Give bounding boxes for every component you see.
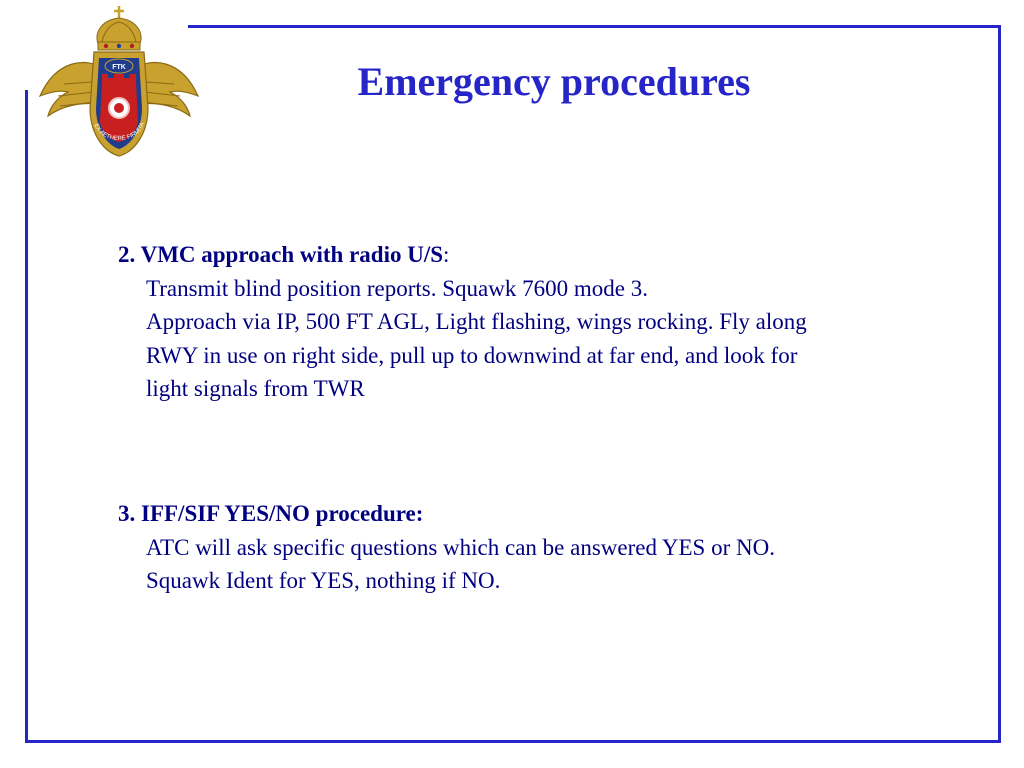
body-line: Squawk Ident for YES, nothing if NO. bbox=[146, 568, 501, 593]
frame-left-line bbox=[25, 90, 28, 743]
section-heading-colon: : bbox=[443, 242, 450, 267]
svg-text:FTK: FTK bbox=[112, 64, 126, 71]
frame-right-line bbox=[998, 25, 1001, 743]
frame-top-line bbox=[188, 25, 1001, 28]
svg-text:EX AETHERE FIRMITAS: EX AETHERE FIRMITA bbox=[92, 121, 146, 143]
section-vmc-approach bbox=[118, 238, 978, 406]
body-line: Approach via IP, 500 FT AGL, Light flashing, wings rocking. Fly along bbox=[146, 309, 807, 334]
section-heading-line bbox=[118, 238, 978, 272]
body-line: light signals from TWR bbox=[146, 376, 365, 401]
section-heading: 2. VMC approach with radio U/S bbox=[118, 242, 444, 267]
body-line: RWY in use on right side, pull up to downwind at far end, and look for bbox=[146, 342, 798, 368]
body-line: ATC will ask specific questions which can be answered YES or NO. bbox=[146, 534, 775, 560]
section-heading: 3. IFF/SIF YES/NO procedure: bbox=[118, 501, 424, 526]
section-iff-sif-procedure bbox=[118, 497, 978, 598]
frame-bottom-line bbox=[25, 740, 1001, 743]
page-title: Emergency procedures bbox=[357, 59, 751, 104]
body-line: Transmit blind position reports. Squawk 7600 mode 3. bbox=[146, 275, 648, 301]
